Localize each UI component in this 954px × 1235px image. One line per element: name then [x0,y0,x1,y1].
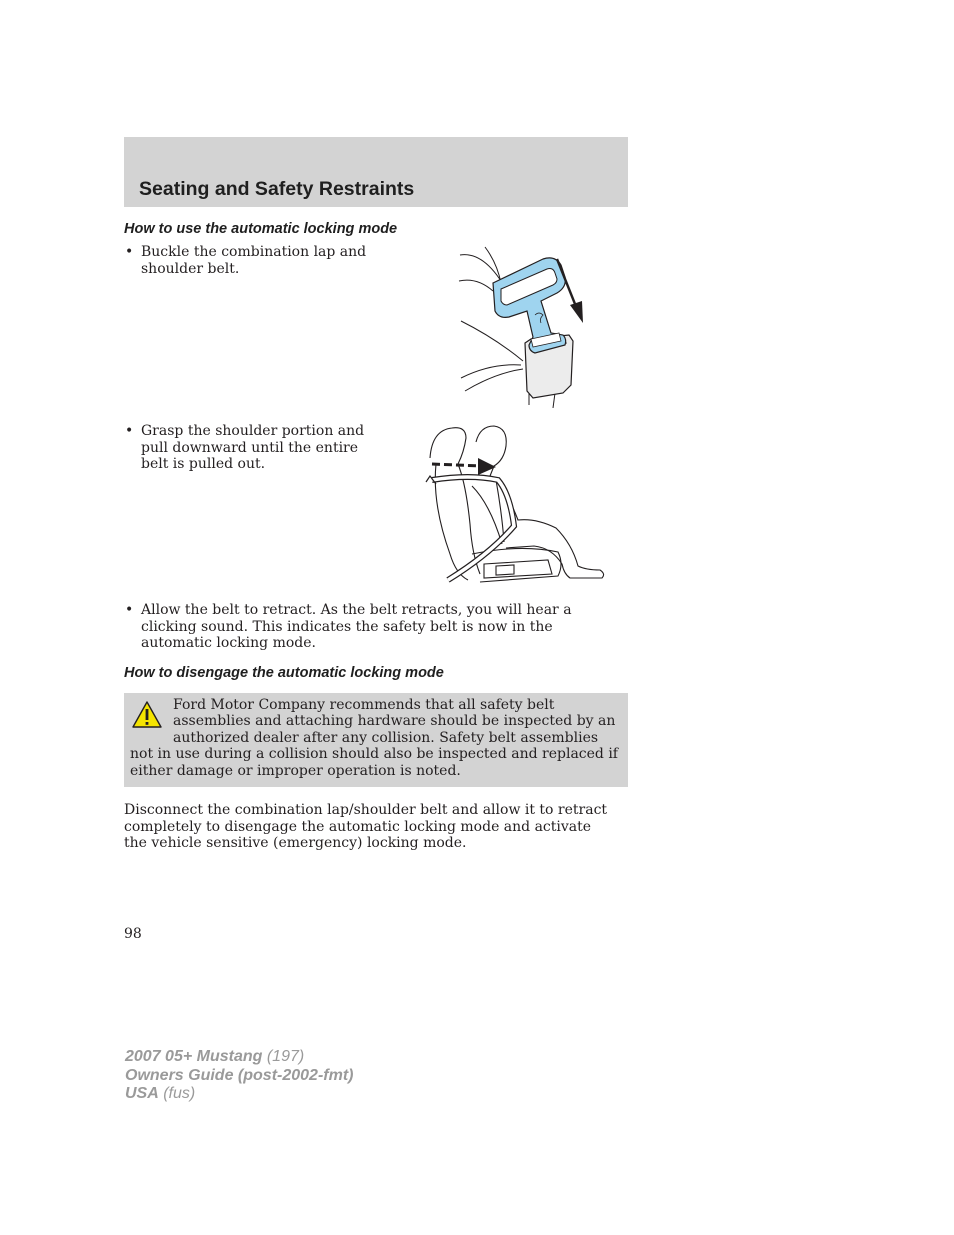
belt-latch-plate [493,258,566,353]
section-title: Seating and Safety Restraints [139,178,415,200]
seated-occupant-illustration [410,424,610,589]
subheading-use-locking-mode: How to use the automatic locking mode [124,221,398,237]
headrest [430,428,466,464]
warning-box [124,693,628,787]
bullet-item: • Buckle the combination lap and shoulder belt. [125,244,367,277]
page-number: 98 [124,926,142,942]
down-arrow-icon [557,259,583,323]
document-footer: 2007 05+ Mustang (197) Owners Guide (post-2002-fmt) USA (fus) [125,1048,354,1102]
body-paragraph: Disconnect the combination lap/shoulder belt and allow it to retract completely to disengage the automatic locking mode and activate the vehicle sensitive (emergency) locking mode. [124,802,608,852]
warning-text: Ford Motor Company recommends that all safety belt assemblies and attaching hardware should be inspected by an authorized dealer after any collision. Safety belt assemblies not in use during a collision should also be inspected and replaced if either damage or improper operation is noted. [130,697,618,779]
buckle-illustration [455,243,590,408]
section-header [124,137,628,207]
pull-arrow-icon [432,458,496,475]
bullet-item: • Allow the belt to retract. As the belt retracts, you will hear a clicking sound. This indicates the safety belt is now in the automatic locking mode. [125,602,572,652]
bullet-item: • Grasp the shoulder portion and pull downward until the entire belt is pulled out. [125,423,365,473]
subheading-disengage-locking-mode: How to disengage the automatic locking mode [124,665,444,681]
